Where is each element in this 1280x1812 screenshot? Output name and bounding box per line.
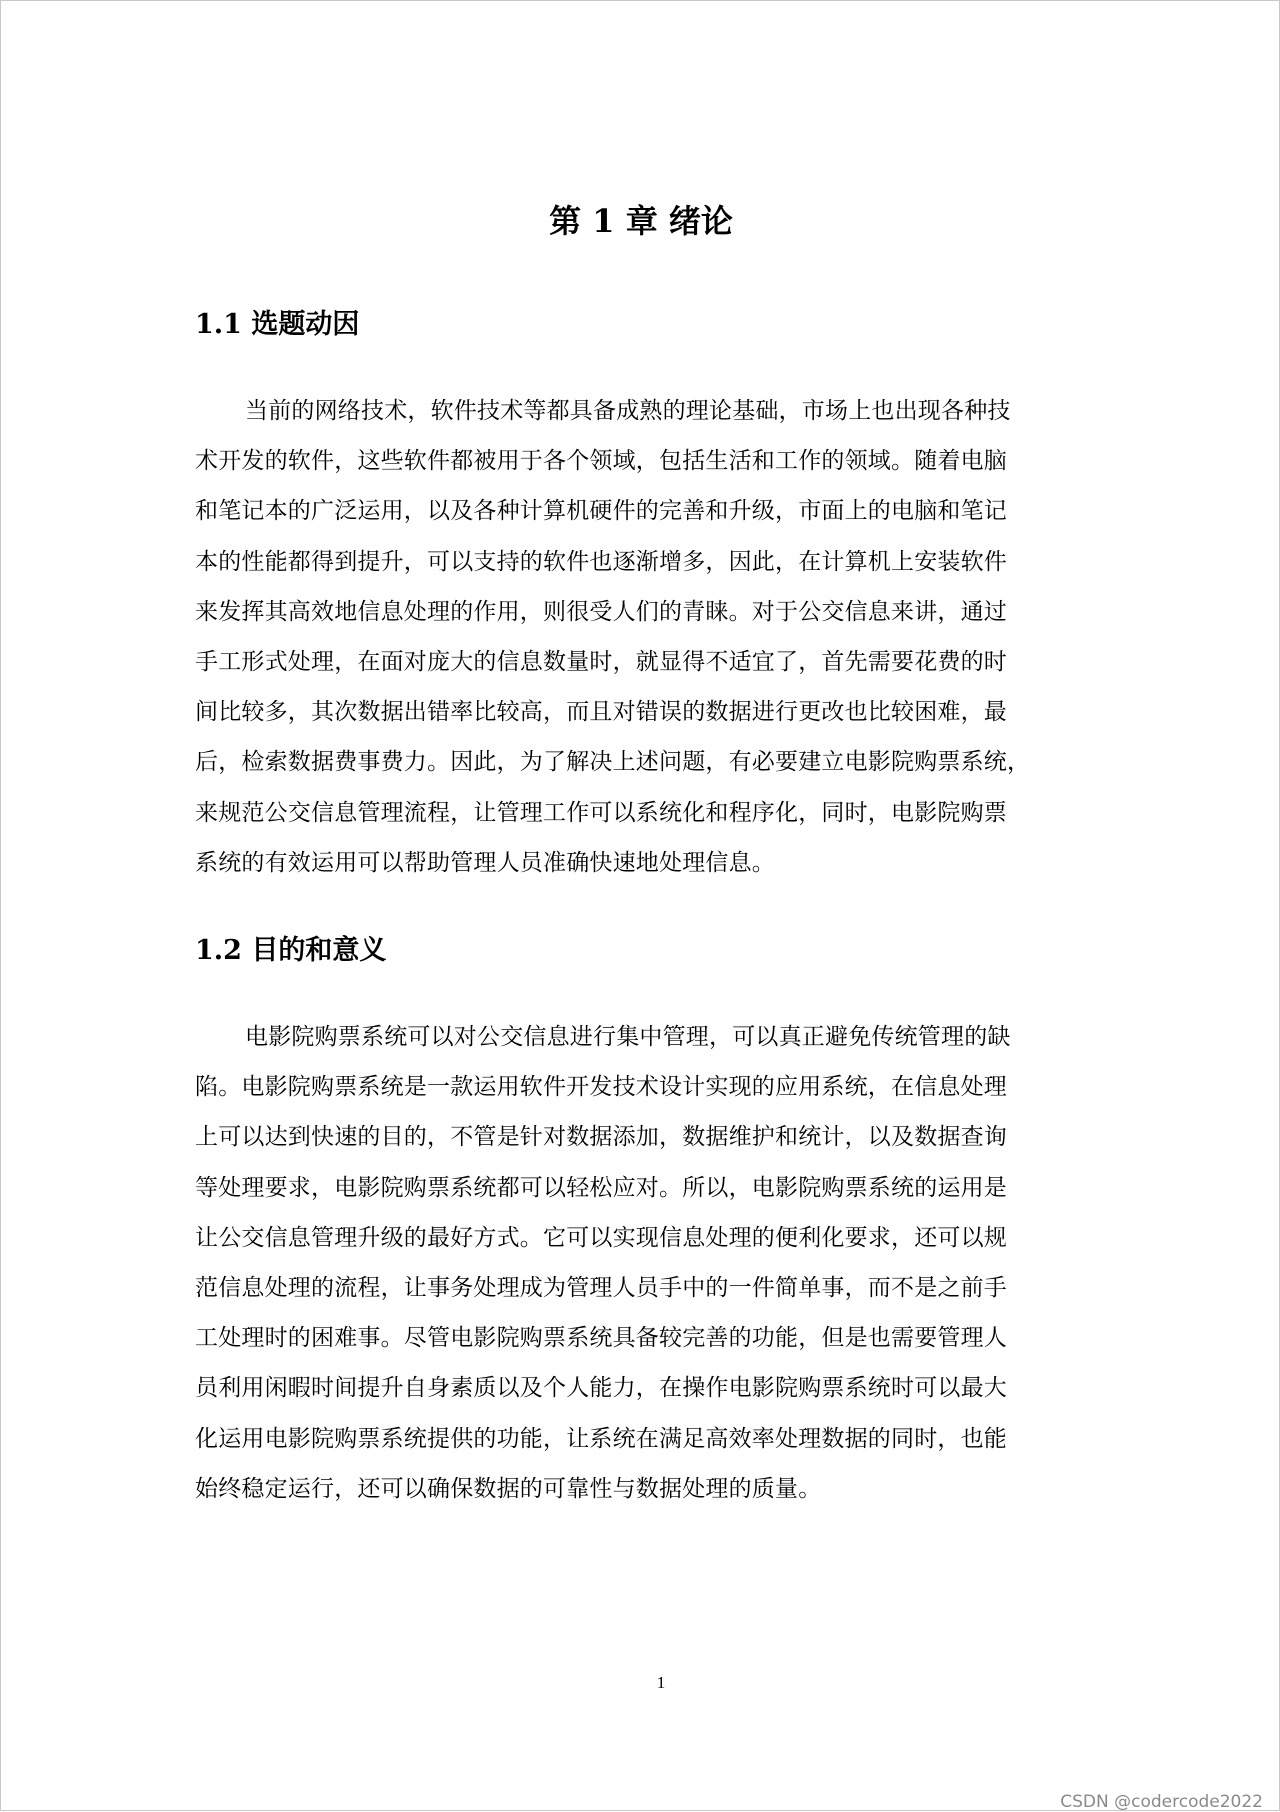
section-1-2-paragraph <box>195 1012 1087 1514</box>
paragraph-line: 上可以达到快速的目的，不管是针对数据添加，数据维护和统计，以及数据查询 <box>195 1124 1007 1151</box>
paragraph-line: 本的性能都得到提升，可以支持的软件也逐渐增多，因此，在计算机上安装软件 <box>195 548 1007 575</box>
paragraph-line: 来发挥其高效地信息处理的作用，则很受人们的青睐。对于公交信息来讲，通过 <box>195 598 1007 625</box>
paragraph-line: 陷。电影院购票系统是一款运用软件开发技术设计实现的应用系统，在信息处理 <box>195 1074 1007 1101</box>
paragraph-line: 员利用闲暇时间提升自身素质以及个人能力，在操作电影院购票系统时可以最大 <box>195 1375 1007 1402</box>
page-number: 1 <box>656 1673 666 1692</box>
section-title-1-2: 1.2 目的和意义 <box>195 935 387 966</box>
paragraph-line: 手工形式处理，在面对庞大的信息数量时，就显得不适宜了，首先需要花费的时 <box>195 649 1007 676</box>
paragraph-line: 工处理时的困难事。尽管电影院购票系统具备较完善的功能，但是也需要管理人 <box>195 1325 1007 1352</box>
paragraph-line: 电影院购票系统可以对公交信息进行集中管理，可以真正避免传统管理的缺 <box>245 1024 1011 1050</box>
paragraph-line: 和笔记本的广泛运用，以及各种计算机硬件的完善和升级，市面上的电脑和笔记 <box>195 498 1007 525</box>
paragraph-line: 系统的有效运用可以帮助管理人员准确快速地处理信息。 <box>195 849 775 876</box>
paragraph-line: 术开发的软件，这些软件都被用于各个领域，包括生活和工作的领域。随着电脑 <box>195 448 1007 475</box>
chapter-title: 第 1 章 绪论 <box>549 202 733 240</box>
paragraph-line: 化运用电影院购票系统提供的功能，让系统在满足高效率处理数据的同时，也能 <box>195 1425 1007 1452</box>
paragraph-line: 让公交信息管理升级的最好方式。它可以实现信息处理的便利化要求，还可以规 <box>195 1224 1007 1251</box>
paragraph-line: 当前的网络技术，软件技术等都具备成熟的理论基础，市场上也出现各种技 <box>245 398 1011 424</box>
paragraph-line: 间比较多，其次数据出错率比较高，而且对错误的数据进行更改也比较困难，最 <box>195 699 1007 726</box>
section-title-1-1: 1.1 选题动因 <box>195 309 360 340</box>
paragraph-line: 来规范公交信息管理流程，让管理工作可以系统化和程序化，同时，电影院购票 <box>195 799 1007 826</box>
paragraph-line: 等处理要求，电影院购票系统都可以轻松应对。所以，电影院购票系统的运用是 <box>195 1174 1007 1201</box>
paragraph-line: 后，检索数据费事费力。因此，为了解决上述问题，有必要建立电影院购票系统， <box>195 749 1031 776</box>
section-1-1-paragraph <box>195 386 1087 888</box>
csdn-watermark: CSDN @codercode2022 <box>1060 1792 1263 1812</box>
paragraph-line: 始终稳定运行，还可以确保数据的可靠性与数据处理的质量。 <box>195 1475 822 1502</box>
paragraph-line: 范信息处理的流程，让事务处理成为管理人员手中的一件简单事，而不是之前手 <box>195 1275 1007 1302</box>
